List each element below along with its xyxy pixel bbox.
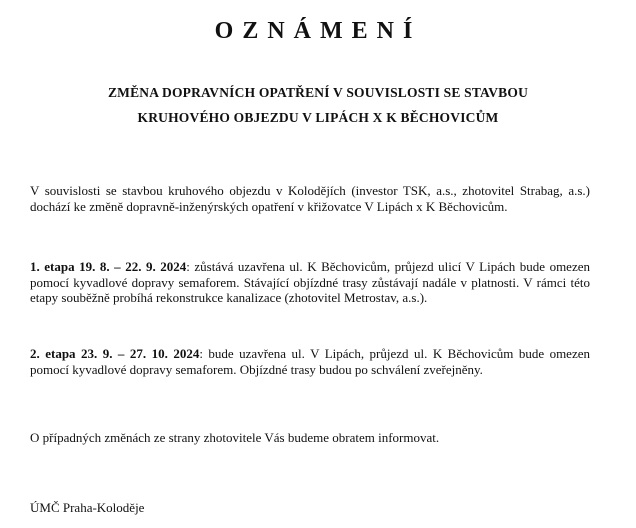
signature xyxy=(30,500,590,516)
stage-2-paragraph xyxy=(30,346,590,377)
intro-text: V souvislosti se stavbou kruhového objezdu v Kolodějích (investor TSK, a.s., zhotovitel Strabag, a.s.) dochází ke změně dopravně-inženýrských opatření v křižovatce V Lipách x K Běchovicům. xyxy=(30,183,590,214)
stage-1-heading: 1. etapa 19. 8. – 22. 9. 2024 xyxy=(30,259,187,274)
subtitle-line-1: ZMĚNA DOPRAVNÍCH OPATŘENÍ V SOUVISLOSTI SE STAVBOU xyxy=(107,85,529,100)
stage-2-text: : bude uzavřena ul. V Lipách, průjezd ul. K Běchovicům bude omezen pomocí kyvadlové dopravy semaforem. Objízdné trasy budou po schválení zveřejněny. xyxy=(30,346,590,377)
stage-1-text: : zůstává uzavřena ul. K Běchovicům, průjezd ulicí V Lipách bude omezen pomocí kyvadlové dopravy semaforem. Stávající objízdné trasy zůstávají nadále v platnosti. V rámci této etapy souběžně probíhá rekonstrukce kanalizace (zhotovitel Metrostav, a.s.). xyxy=(30,259,590,305)
stage-1-paragraph xyxy=(30,259,590,306)
notice-title: OZNÁMENÍ xyxy=(214,18,422,44)
closing-text: O případných změnách ze strany zhotovitele Vás budeme obratem informovat. xyxy=(30,430,440,445)
closing-paragraph xyxy=(30,430,590,446)
intro-paragraph xyxy=(30,183,590,214)
signature-text: ÚMČ Praha-Koloděje xyxy=(30,500,145,515)
stage-2-heading: 2. etapa 23. 9. – 27. 10. 2024 xyxy=(30,346,200,361)
subtitle-line-2: KRUHOVÉHO OBJEZDU V LIPÁCH X K BĚCHOVICŮM xyxy=(137,110,499,125)
